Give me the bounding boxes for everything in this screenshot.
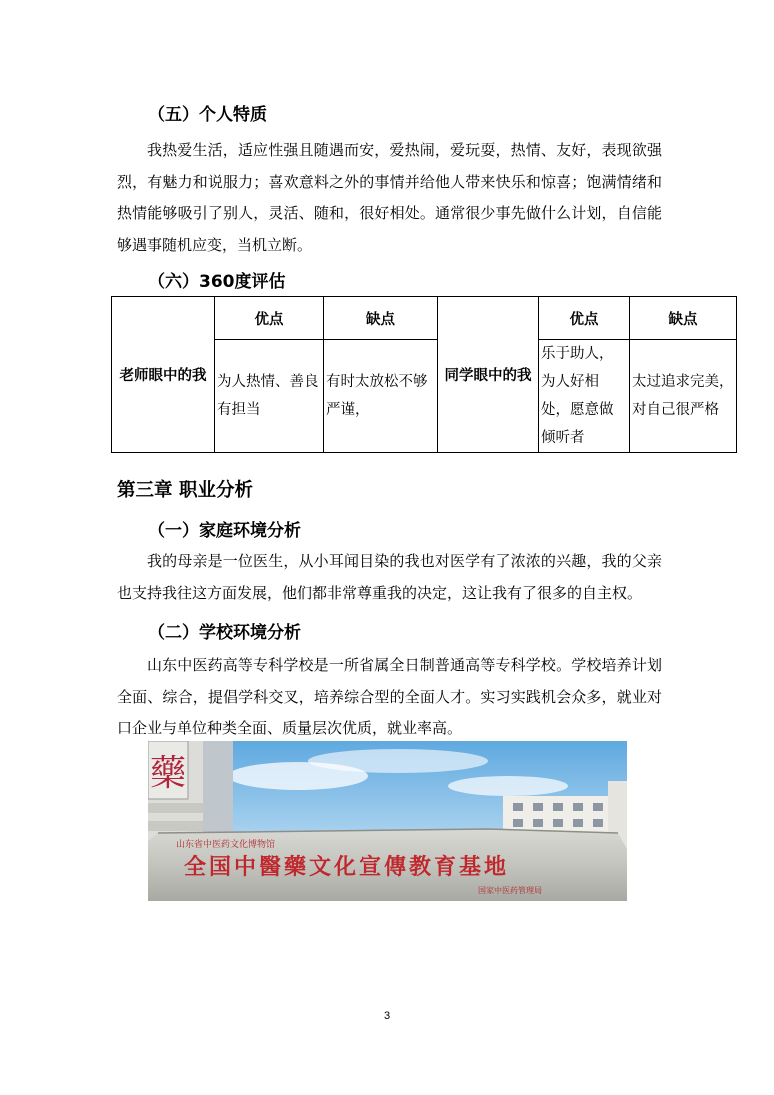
section-title-school-environment: （二）学校环境分析 bbox=[148, 623, 301, 643]
classmate-pros-cell: 乐于助人，为人好相处，愿意做倾听者 bbox=[539, 340, 630, 453]
evaluation-table bbox=[111, 296, 737, 453]
teacher-label-cell: 老师眼中的我 bbox=[112, 297, 215, 453]
section-title-360-evaluation: （六）360度评估 bbox=[148, 272, 286, 292]
teacher-cons-cell: 有时太放松不够严谨， bbox=[324, 340, 438, 453]
school-environment-paragraph: 山东中医药高等专科学校是一所省属全日制普通高等专科学校。学校培养计划全面、综合，提倡学科交叉，培养综合型的全面人才。实习实践机会众多，就业对口企业与单位种类全面、质量层次优质，就业率高。 bbox=[117, 656, 662, 737]
classmate-cons-header: 缺点 bbox=[630, 297, 737, 340]
teacher-pros-header: 优点 bbox=[215, 297, 324, 340]
campus-photo bbox=[148, 741, 627, 901]
family-environment-paragraph: 我的母亲是一位医生，从小耳闻目染的我也对医学有了浓浓的兴趣，我的父亲也支持我往这方面发展，他们都非常尊重我的决定，这让我有了很多的自主权。 bbox=[117, 552, 662, 602]
section-title-personal-traits: （五）个人特质 bbox=[148, 105, 267, 125]
table-row bbox=[112, 297, 737, 340]
teacher-pros-cell: 为人热情、善良有担当 bbox=[215, 340, 324, 453]
stone-main-inscription: 全国中醫藥文化宣傳教育基地 bbox=[184, 854, 510, 880]
section-title-family-environment: （一）家庭环境分析 bbox=[148, 521, 301, 541]
page-number: 3 bbox=[383, 1010, 391, 1022]
stone-signature: 国家中医药管理局 bbox=[478, 886, 542, 895]
teacher-cons-header: 缺点 bbox=[324, 297, 438, 340]
stone-small-inscription: 山东省中医药文化博物馆 bbox=[176, 840, 276, 850]
sign-character: 藥 bbox=[149, 753, 187, 794]
chapter-title: 第三章 职业分析 bbox=[117, 480, 253, 501]
classmate-pros-header: 优点 bbox=[539, 297, 630, 340]
personal-traits-paragraph: 我热爱生活，适应性强且随遇而安，爱热闹，爱玩耍，热情、友好，表现欲强烈，有魅力和说服力；喜欢意料之外的事情并给他人带来快乐和惊喜；饱满情绪和热情能够吸引了别人，灵活、随和，很好相处。通常很少事先做什么计划，自信能够遇事随机应变，当机立断。 bbox=[117, 141, 662, 254]
classmate-cons-cell: 太过追求完美，对自己很严格 bbox=[630, 340, 737, 453]
classmate-label-cell: 同学眼中的我 bbox=[438, 297, 539, 453]
